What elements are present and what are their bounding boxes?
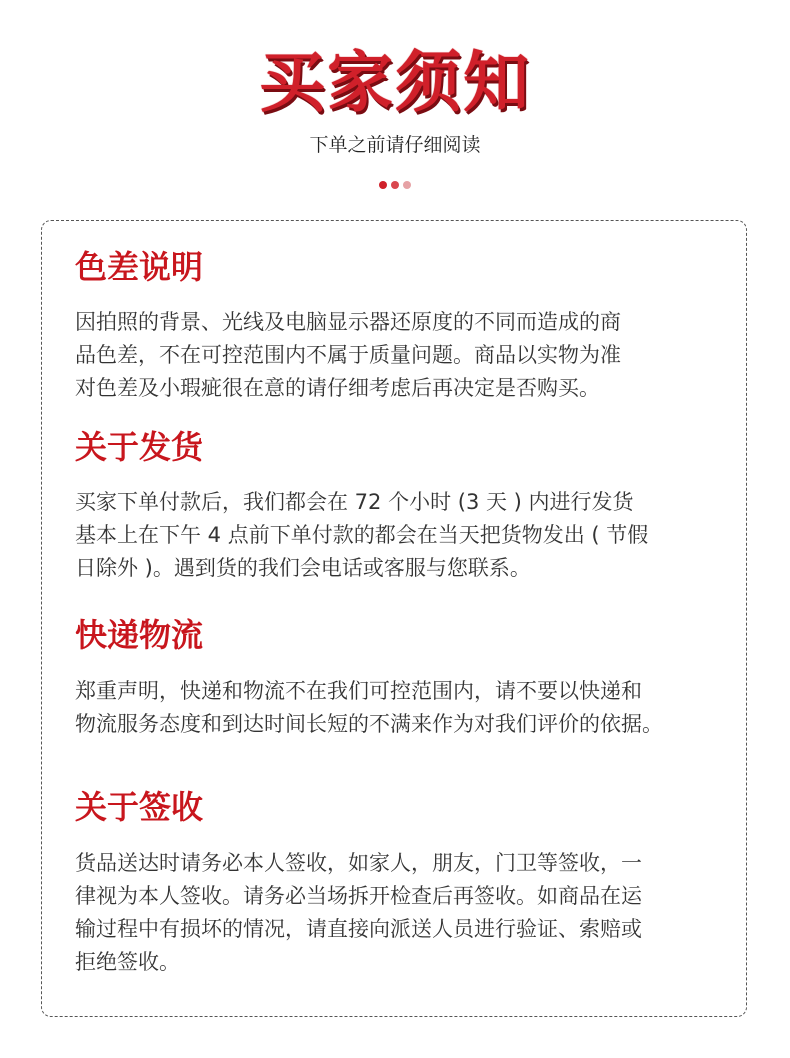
- text-line: 对色差及小瑕疵很在意的请仔细考虑后再决定是否购买。: [75, 376, 600, 400]
- text-line: 基本上在下午 4 点前下单付款的都会在当天把货物发出 ( 节假: [75, 523, 649, 547]
- section-title-shipping: 关于发货: [75, 428, 204, 466]
- text-line: 因拍照的背景、光线及电脑显示器还原度的不同而造成的商: [75, 310, 621, 334]
- dot-light: [403, 181, 411, 189]
- notice-box: [41, 220, 747, 1017]
- section-body-signing: [75, 847, 735, 979]
- page-subtitle: 下单之前请仔细阅读: [309, 134, 481, 156]
- text-line: 拒绝签收。: [75, 950, 180, 974]
- section-body-color-difference: [75, 306, 735, 405]
- section-body-shipping: [75, 486, 735, 585]
- section-body-logistics: [75, 675, 735, 741]
- dot-dark: [379, 181, 387, 189]
- section-title-signing: 关于签收: [75, 788, 204, 826]
- decorative-dots: [0, 181, 790, 189]
- page-title: 买家须知: [259, 44, 531, 121]
- text-line: 输过程中有损坏的情况，请直接向派送人员进行验证、索赔或: [75, 917, 642, 941]
- dot-medium: [391, 181, 399, 189]
- text-line: 品色差，不在可控范围内不属于质量问题。商品以实物为准: [75, 343, 621, 367]
- text-line: 郑重声明，快递和物流不在我们可控范围内，请不要以快递和: [75, 679, 642, 703]
- text-line: 物流服务态度和到达时间长短的不满来作为对我们评价的依据。: [75, 712, 663, 736]
- section-title-color-difference: 色差说明: [75, 248, 204, 286]
- text-line: 日除外 )。遇到货的我们会电话或客服与您联系。: [75, 556, 531, 580]
- section-title-logistics: 快递物流: [75, 616, 204, 654]
- text-line: 买家下单付款后，我们都会在 72 个小时 (3 天 ) 内进行发货: [75, 490, 634, 514]
- text-line: 律视为本人签收。请务必当场拆开检查后再签收。如商品在运: [75, 884, 642, 908]
- text-line: 货品送达时请务必本人签收，如家人，朋友，门卫等签收，一: [75, 851, 642, 875]
